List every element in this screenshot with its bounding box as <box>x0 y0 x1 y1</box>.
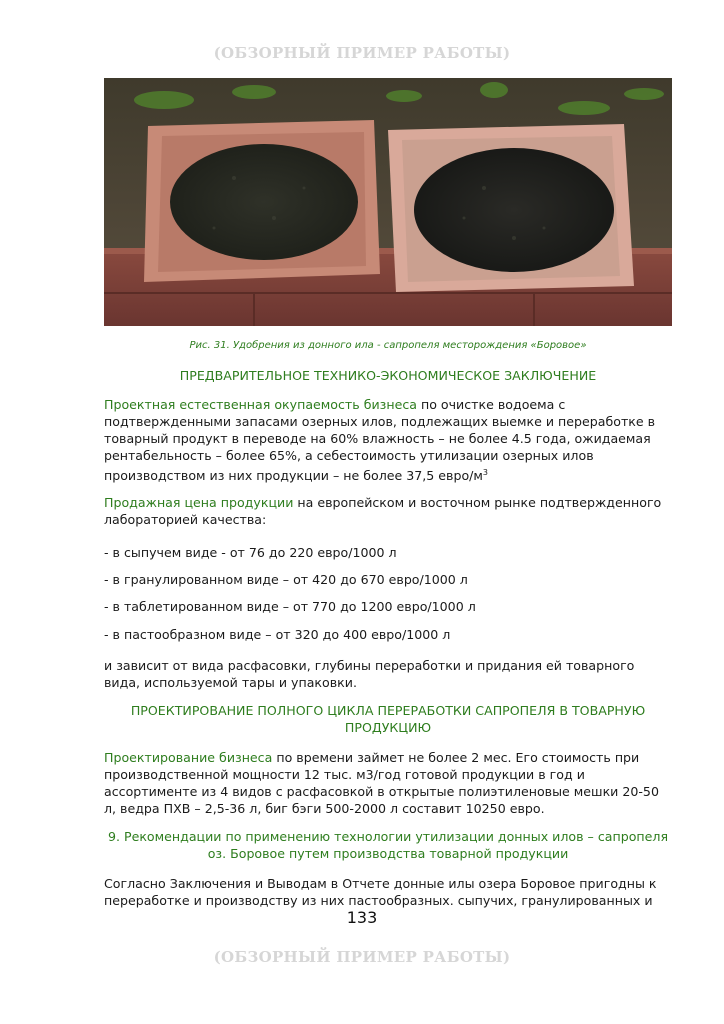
section-heading-feasibility: ПРЕДВАРИТЕЛЬНОЕ ТЕХНИКО-ЭКОНОМИЧЕСКОЕ ЗАКЛЮЧЕНИЕ <box>179 368 597 383</box>
paragraph-payback-text: по очистке водоема с подтвержденными запасами озерных илов, подлежащих выемке и переработке в товарный продукт в переводе на 60% влажность – не более 4.5 года, ожидаемая рентабельность – более 65%, а себестоимость утилизации озерных илов производством из них продукции – не более 37,5 евро/м <box>104 397 656 484</box>
watermark-bottom: (ОБЗОРНЫЙ ПРИМЕР РАБОТЫ) <box>213 948 511 966</box>
lead-term-design: Проектирование бизнеса <box>104 750 273 765</box>
section-heading-recommendations: 9. Рекомендации по применению технологии утилизации донных илов – сапропеля оз. Боровое путем производства товарной продукции <box>107 829 669 861</box>
lead-term-sale-price: Продажная цена продукции <box>104 495 294 510</box>
paragraph-payback <box>104 396 672 484</box>
paragraph-conclusion: Согласно Заключения и Выводам в Отчете донные илы озера Боровое пригодны к переработке и производству из них пастообразных. сыпучих, гранулированных и <box>104 876 657 908</box>
paragraph-design-text: по времени займет не более 2 мес. Его стоимость при производственной мощности 12 тыс. м3/год готовой продукции в год и ассортименте из 4 видов с расфасовкой в открытые полиэтиленовые мешки 20-50 л, ведра ПХВ – 2,5-36 л, биг бэги 500-2000 л составит 10250 евро. <box>104 750 659 816</box>
paragraph-sale-price <box>104 494 672 528</box>
list-item: - в пастообразном виде – от 320 до 400 евро/1000 л <box>104 627 451 642</box>
list-item: - в сыпучем виде - от 76 до 220 евро/1000 л <box>104 545 397 560</box>
lead-term-payback: Проектная естественная окупаемость бизнеса <box>104 397 417 412</box>
figure-caption: Рис. 31. Удобрения из донного ила - сапропеля месторождения «Боровое» <box>189 340 587 351</box>
list-item: - в таблетированном виде – от 770 до 1200 евро/1000 л <box>104 599 476 614</box>
paragraph-sale-price-text: на европейском и восточном рынке подтвержденного лабораторией качества: <box>104 495 662 527</box>
section-heading-design: ПРОЕКТИРОВАНИЕ ПОЛНОГО ЦИКЛА ПЕРЕРАБОТКИ САПРОПЕЛЯ В ТОВАРНУЮ ПРОДУКЦИЮ <box>130 703 646 735</box>
superscript-cubic: 3 <box>482 468 489 477</box>
watermark-top: (ОБЗОРНЫЙ ПРИМЕР РАБОТЫ) <box>213 44 511 62</box>
list-item: - в гранулированном виде – от 420 до 670 евро/1000 л <box>104 572 468 587</box>
page-number: 133 <box>346 908 378 927</box>
sapropel-fertilizer-photo <box>104 78 672 326</box>
paragraph-design <box>104 749 672 817</box>
paragraph-depends: и зависит от вида расфасовки, глубины переработки и придания ей товарного вида, используемой тары и упаковки. <box>104 658 635 690</box>
